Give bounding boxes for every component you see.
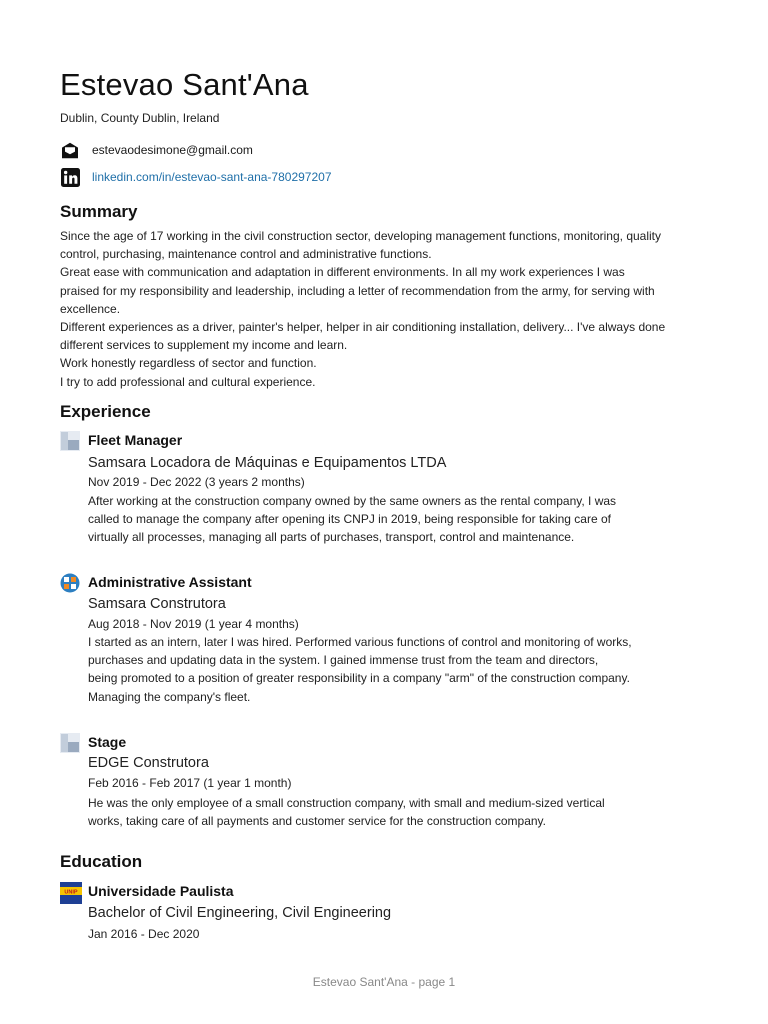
unip-logo-icon — [60, 882, 82, 904]
summary-text — [60, 227, 710, 391]
job-description — [88, 492, 708, 547]
summary-line: Great ease with communication and adaptation in different environments. In all my work experiences I was — [60, 265, 625, 280]
company-name: Samsara Construtora — [88, 596, 226, 612]
job-title: Fleet Manager — [88, 432, 183, 448]
summary-line: praised for my responsibility and leadership, including a letter of recommendation from the army, for serving with — [60, 283, 655, 298]
samsara-logo-icon — [60, 573, 80, 593]
description-line: Managing the company's fleet. — [88, 689, 251, 704]
summary-line: I try to add professional and cultural experience. — [60, 374, 316, 389]
education-heading: Education — [60, 852, 143, 871]
company-placeholder-icon — [60, 733, 80, 753]
unip-logo-text: UNIP — [64, 889, 78, 896]
candidate-name: Estevao Sant'Ana — [60, 67, 309, 102]
summary-line: Work honestly regardless of sector and function. — [60, 356, 317, 371]
job-title: Administrative Assistant — [88, 574, 252, 590]
description-line: I started as an intern, later I was hired. Performed various functions of control and monitoring of works, — [88, 635, 632, 649]
job-dates: Nov 2019 - Dec 2022 (3 years 2 months) — [88, 475, 305, 489]
company-placeholder-icon — [60, 431, 80, 451]
summary-line: Since the age of 17 working in the civil construction sector, developing management functions, monitoring, quality — [60, 229, 662, 243]
envelope-icon — [60, 140, 80, 160]
linkedin-icon — [60, 167, 80, 187]
linkedin-link[interactable]: linkedin.com/in/estevao-sant-ana-780297207 — [92, 170, 332, 184]
description-line: virtually all processes, managing all parts of purchases, transport, control and maintenance. — [88, 530, 575, 545]
email-text: estevaodesimone@gmail.com — [92, 143, 253, 157]
linkedin-contact[interactable] — [60, 167, 332, 187]
education-dates: Jan 2016 - Dec 2020 — [88, 927, 200, 941]
description-line: He was the only employee of a small construction company, with small and medium-sized vertical — [88, 796, 605, 810]
job-dates: Feb 2016 - Feb 2017 (1 year 1 month) — [88, 776, 292, 790]
company-name: Samsara Locadora de Máquinas e Equipamentos LTDA — [88, 455, 447, 471]
description-line: After working at the construction company owned by the same owners as the rental company, I was — [88, 494, 617, 508]
job-description — [88, 794, 708, 830]
summary-line: Different experiences as a driver, painter's helper, helper in air conditioning installation, delivery... I've always done — [60, 320, 666, 335]
summary-line: control, purchasing, maintenance control and administrative functions. — [60, 247, 432, 262]
description-line: called to manage the company after opening its CNPJ in 2019, being responsible for taking care of — [88, 512, 611, 527]
school-name: Universidade Paulista — [88, 883, 234, 899]
summary-heading: Summary — [60, 202, 138, 221]
page-footer: Estevao Sant'Ana - page 1 — [312, 975, 456, 989]
company-name: EDGE Construtora — [88, 755, 209, 771]
summary-line: different services to supplement my income and learn. — [60, 338, 348, 353]
description-line: works, taking care of all payments and customer service for the construction company. — [88, 814, 546, 829]
degree-name: Bachelor of Civil Engineering, Civil Engineering — [88, 905, 392, 921]
candidate-location: Dublin, County Dublin, Ireland — [60, 111, 220, 125]
email-contact — [60, 140, 253, 160]
job-title: Stage — [88, 734, 127, 750]
job-description — [88, 633, 708, 706]
experience-heading: Experience — [60, 402, 151, 421]
summary-line: excellence. — [60, 301, 121, 316]
description-line: being promoted to a position of greater responsibility in a company "arm" of the construction company. — [88, 671, 630, 686]
description-line: purchases and updating data in the system. I gained immense trust from the team and directors, — [88, 653, 599, 668]
job-dates: Aug 2018 - Nov 2019 (1 year 4 months) — [88, 617, 299, 631]
